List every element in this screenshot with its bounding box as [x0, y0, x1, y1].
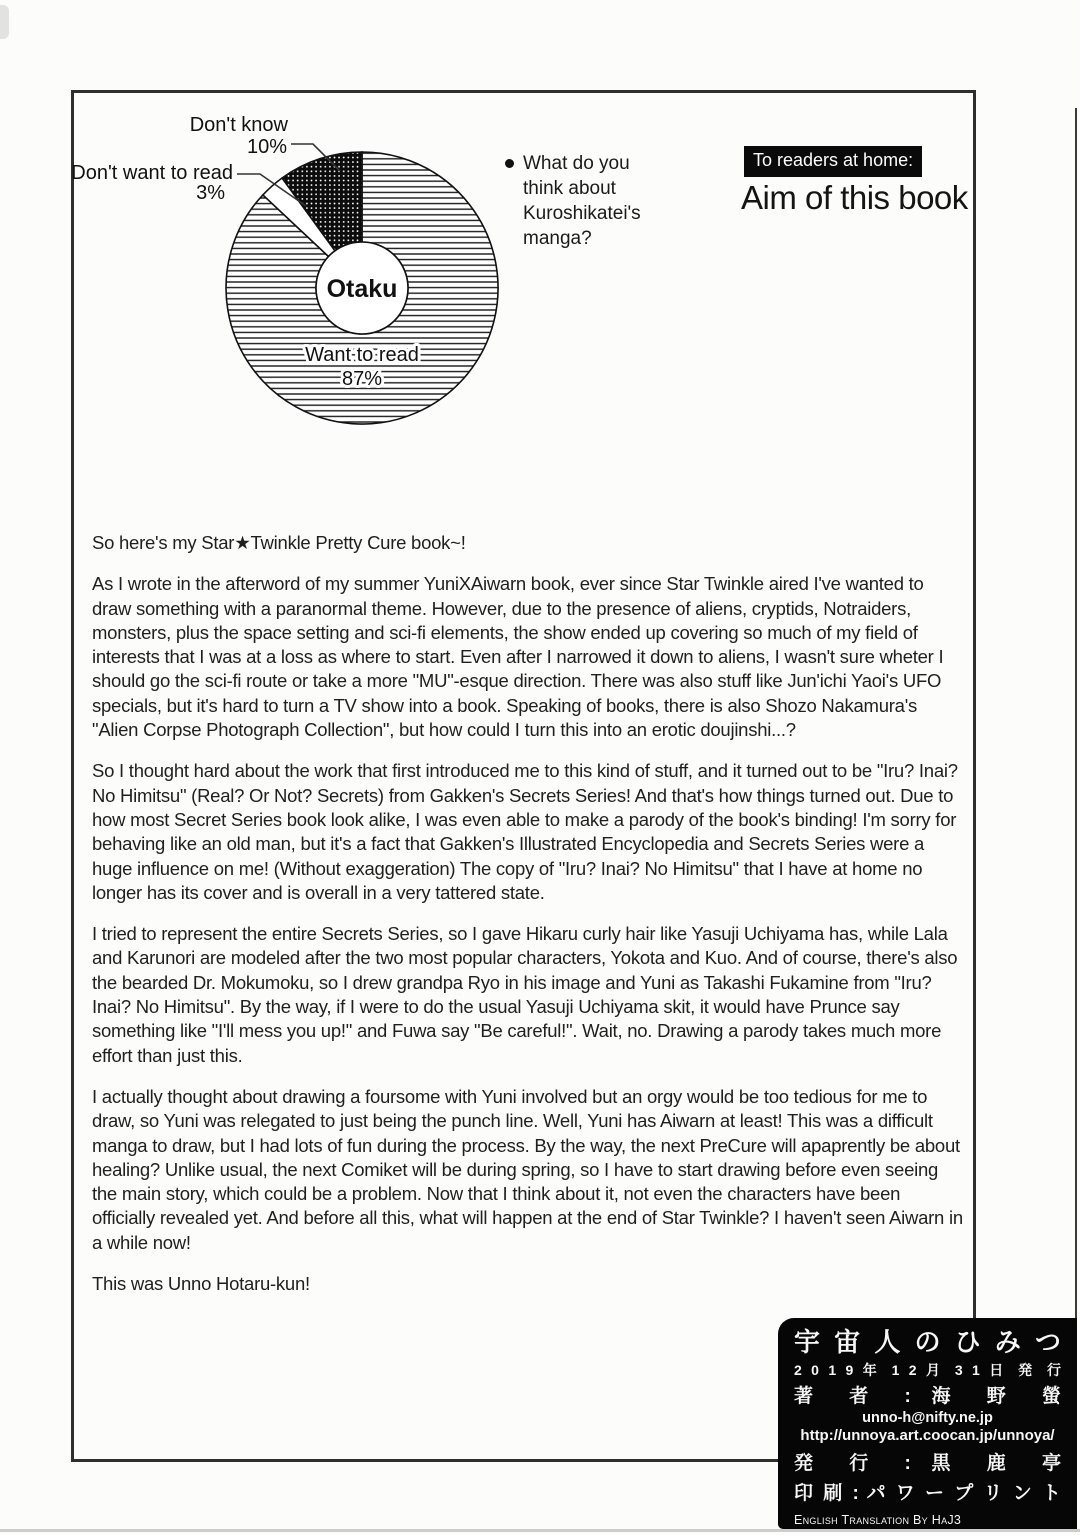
afterword-text — [92, 531, 964, 1313]
scan-smudge — [0, 5, 9, 39]
colophon-url: http://unnoya.art.coocan.jp/unnoya/ — [800, 1427, 1055, 1444]
colophon-publisher: 発 行 : 黒 鹿 亭 — [794, 1453, 1061, 1474]
pie-center-label: Otaku — [326, 275, 398, 303]
pie-value-dont-want-to-read: 3% — [196, 182, 225, 204]
colophon-box — [778, 1318, 1077, 1529]
colophon-date: 2 0 1 9 年 1 2 月 3 1 日 発 行 — [794, 1362, 1061, 1378]
pie-value-want-to-read: 87% — [341, 368, 383, 390]
pie-label-dont-want-to-read: Don't want to read — [71, 162, 233, 184]
colophon-email: unno-h@nifty.ne.jp — [862, 1410, 993, 1426]
page-title: Aim of this book — [741, 179, 968, 216]
afterword-paragraph: This was Unno Hotaru-kun! — [92, 1273, 310, 1295]
colophon-translation-credit: English Translation By HaJ3 — [794, 1513, 962, 1527]
survey-question-text: What do you think about Kuroshikatei's manga? — [523, 153, 641, 249]
afterword-paragraph: I tried to represent the entire Secrets Series, so I gave Hikaru curly hair like Yasuji Uchiyama has, while Lala and Karunori are modeled after the two most popular characters, Yokota and Kuo. And of course, there's also the bearded Dr. Mokumoku, so I drew grandpa Ryo in his image and Yuni as Takashi Fukamine from "Iru? Inai? No Himitsu". By the way, if I were to do the usual Yasuji Uchiyama skit, it would have Prunce say something like "I'll mess you up!" and Fuwa say "Be careful!". Wait, no. Drawing a parody takes much more effort than just this. — [92, 923, 958, 1066]
pie-label-dont-know: Don't know — [189, 114, 288, 136]
pie-label-want-to-read: Want to read — [305, 344, 419, 366]
colophon-author: 著 者 : 海 野 螢 — [794, 1386, 1061, 1407]
colophon-printer: 印 刷 : パ ワ ー プ リ ン ト — [794, 1483, 1061, 1504]
afterword-paragraph: So here's my Star★Twinkle Pretty Cure book~! — [92, 532, 466, 553]
bullet-icon — [505, 159, 514, 168]
survey-pie-chart — [70, 100, 520, 445]
survey-question — [505, 151, 667, 251]
afterword-paragraph: As I wrote in the afterword of my summer YuniXAiwarn book, ever since Star Twinkle aired I've wanted to draw something with a paranormal theme. However, due to the presence of aliens, cryptids, Notraiders, monsters, plus the space setting and sci-fi elements, the show ended up covering so much of my field of interests that I was at a loss as where to start. Even after I narrowed it down to aliens, I wasn't sure wheter I should go the sci-fi route or take a more "MU"-esque direction. There was also stuff like Jun'ichi Yaoi's UFO specials, but it's hard to turn a TV show into a book. Speaking of books, there is also Shozo Nakamura's "Alien Corpse Photograph Collection", but how could I turn this into an erotic doujinshi...? — [92, 573, 944, 741]
to-readers-banner: To readers at home: — [744, 146, 922, 177]
colophon-title: 宇 宙 人 の ひ み つ — [794, 1327, 1061, 1357]
pie-value-dont-know: 10% — [246, 136, 287, 158]
afterword-paragraph: So I thought hard about the work that first introduced me to this kind of stuff, and it turned out to be "Iru? Inai? No Himitsu" (Real? Or Not? Secrets) from Gakken's Secrets Series! And that's how things turned out. Due to how most Secret Series book look alike, I was even able to make a parody of the book's binding! I'm sorry for behaving like an old man, but it's a fact that Gakken's Illustrated Encyclopedia and Secrets Series were a huge influence on me! (Without exaggeration) The copy of "Iru? Inai? No Himitsu" that I have at home no longer has its cover and is overall in a very tattered state. — [92, 760, 958, 903]
afterword-paragraph: I actually thought about drawing a foursome with Yuni involved but an orgy would be too tedious for me to draw, so Yuni was relegated to just being the punch line. Well, Yuni has Aiwarn at least! This was a difficult manga to draw, but I had lots of fun during the process. By the way, the next PreCure will apaprently be about healing? Unlike usual, the next Comiket will be during spring, so I have to start drawing before even seeing the main story, which could be a problem. Now that I think about it, not even the characters have been officially revealed yet. And before all this, what will happen at the end of Star Twinkle? I haven't seen Aiwarn in a while now! — [92, 1085, 963, 1253]
scan-bottom-edge — [0, 1529, 1080, 1532]
